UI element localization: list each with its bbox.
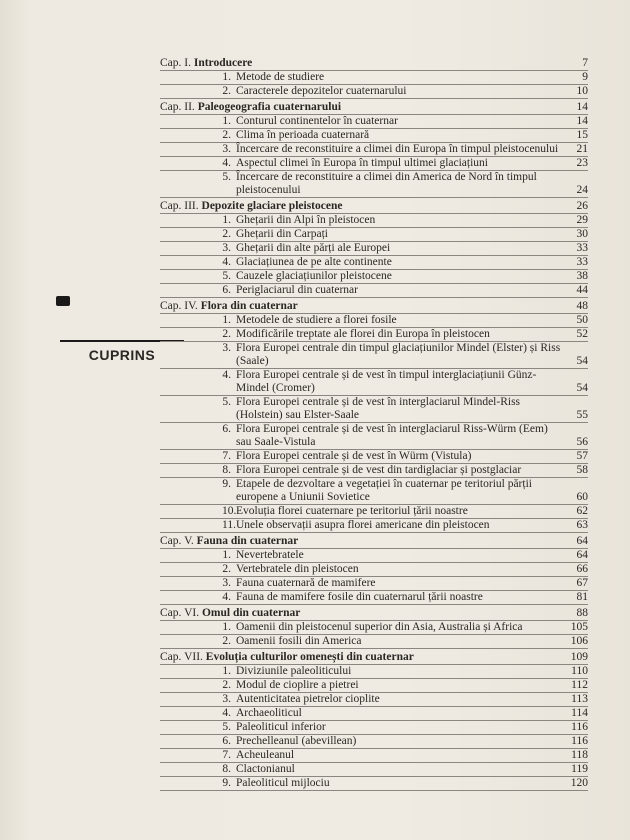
chapter-title: Evoluția culturilor omenești din cuaternar	[205, 651, 414, 663]
chapter-page-number: 109	[570, 651, 588, 663]
toc-entry	[160, 284, 588, 298]
entry-number: 2.	[222, 85, 231, 97]
entry-text: Periglaciarul din cuaternar	[236, 284, 358, 296]
toc-entry	[160, 171, 588, 198]
entry-text: Conturul continentelor în cuaternar	[236, 115, 398, 127]
entry-page-number: 110	[571, 665, 588, 677]
toc-entry	[160, 115, 588, 129]
toc-entry	[160, 693, 588, 707]
entry-number: 5.	[222, 171, 231, 183]
entry-page-number: 57	[576, 450, 588, 462]
entry-page-number: 10	[576, 85, 588, 97]
entry-page-number: 30	[576, 228, 588, 240]
chapter-row	[160, 300, 588, 314]
entry-text: Modificările treptate ale florei din Europa în pleistocen	[236, 328, 490, 340]
entry-page-number: 50	[576, 314, 588, 326]
entry-page-number: 15	[576, 129, 588, 141]
entry-page-number: 54	[576, 355, 588, 367]
toc-entry	[160, 85, 588, 99]
entry-number: 2.	[222, 129, 231, 141]
contents-heading: CUPRINS	[60, 340, 184, 363]
toc-entry	[160, 735, 588, 749]
toc-entry	[160, 71, 588, 85]
entry-text: Clactonianul	[236, 763, 295, 775]
punch-hole-mark	[56, 296, 70, 306]
entry-number: 2.	[222, 635, 231, 647]
entry-text: Nevertebratele	[236, 549, 304, 561]
entry-text: Fauna de mamifere fosile din cuaternarul țării noastre	[236, 591, 483, 603]
toc-entry	[160, 450, 588, 464]
entry-text: Flora Europei centrale și de vest în Würm (Vistula)	[236, 450, 472, 462]
entry-page-number: 44	[576, 284, 588, 296]
entry-page-number: 23	[576, 157, 588, 169]
toc-entry	[160, 464, 588, 478]
entry-text: Ghețarii din alte părți ale Europei	[236, 242, 391, 254]
entry-text: Flora Europei centrale și de vest în interglaciarul Mindel-Riss (Holstein) sau Elster-Saale	[236, 396, 521, 421]
entry-text: Evoluția florei cuaternare pe teritoriul țării noastre	[236, 505, 468, 517]
entry-page-number: 14	[576, 115, 588, 127]
chapter-label: Cap. III.	[160, 200, 199, 212]
chapter-page-number: 14	[576, 101, 588, 113]
entry-text: Flora Europei centrale din timpul glaciațiunilor Mindel (Elster) și Riss (Saale)	[236, 342, 561, 367]
entry-number: 3.	[222, 577, 231, 589]
entry-text: Metodele de studiere a florei fosile	[236, 314, 397, 326]
chapter-label: Cap. V.	[160, 535, 194, 547]
entry-page-number: 52	[576, 328, 588, 340]
entry-page-number: 119	[571, 763, 588, 775]
entry-number: 1.	[222, 621, 231, 633]
entry-number: 8.	[222, 464, 231, 476]
toc-entry	[160, 665, 588, 679]
entry-text: Paleoliticul inferior	[236, 721, 326, 733]
chapter-label: Cap. I.	[160, 57, 191, 69]
entry-text: Etapele de dezvoltare a vegetației în cuaternar pe teritoriul părții europene a Uniunii Sovietice	[236, 478, 532, 503]
toc-entry	[160, 621, 588, 635]
toc-entry	[160, 270, 588, 284]
toc-entry	[160, 157, 588, 171]
toc-entry	[160, 679, 588, 693]
entry-page-number: 21	[576, 143, 588, 155]
toc-entry	[160, 214, 588, 228]
entry-text: Vertebratele din pleistocen	[236, 563, 359, 575]
entry-number: 2.	[222, 328, 231, 340]
entry-text: Oamenii fosili din America	[236, 635, 362, 647]
toc-entry	[160, 228, 588, 242]
entry-page-number: 118	[571, 749, 588, 761]
toc-entry	[160, 478, 588, 505]
entry-page-number: 67	[576, 577, 588, 589]
entry-page-number: 58	[576, 464, 588, 476]
entry-page-number: 106	[570, 635, 588, 647]
entry-number: 6.	[222, 423, 231, 435]
entry-page-number: 60	[576, 491, 588, 503]
chapter-title: Omul din cuaternar	[201, 607, 301, 619]
entry-number: 2.	[222, 563, 231, 575]
toc-entry	[160, 423, 588, 450]
toc-entry	[160, 256, 588, 270]
entry-number: 1.	[222, 549, 231, 561]
entry-number: 9.	[222, 478, 231, 490]
toc-entry	[160, 777, 588, 791]
entry-page-number: 116	[571, 735, 588, 747]
entry-number: 2.	[222, 228, 231, 240]
chapter-page-number: 88	[576, 607, 588, 619]
chapter-label: Cap. VI.	[160, 607, 200, 619]
entry-number: 1.	[222, 71, 231, 83]
entry-page-number: 120	[570, 777, 588, 789]
entry-number: 1.	[222, 115, 231, 127]
entry-number: 5.	[222, 396, 231, 408]
entry-text: Încercare de reconstituire a climei din America de Nord în timpul pleistocenului	[236, 171, 537, 196]
toc-entry	[160, 749, 588, 763]
entry-number: 7.	[222, 450, 231, 462]
chapter-title: Depozite glaciare pleistocene	[201, 200, 343, 212]
toc-entry	[160, 505, 588, 519]
entry-number: 6.	[222, 735, 231, 747]
toc-entry	[160, 707, 588, 721]
entry-number: 5.	[222, 721, 231, 733]
chapter-row	[160, 200, 588, 214]
table-of-contents	[160, 57, 588, 791]
entry-text: Flora Europei centrale și de vest în timpul interglaciațiunii Günz-Mindel (Cromer)	[236, 369, 537, 394]
entry-text: Clima în perioada cuaternară	[236, 129, 370, 141]
entry-number: 10.	[222, 505, 237, 517]
toc-entry	[160, 242, 588, 256]
chapter-label: Cap. IV.	[160, 300, 198, 312]
entry-number: 3.	[222, 242, 231, 254]
entry-page-number: 66	[576, 563, 588, 575]
chapter-title: Fauna din cuaternar	[196, 535, 299, 547]
chapter-page-number: 48	[576, 300, 588, 312]
entry-number: 11.	[222, 519, 236, 531]
entry-number: 8.	[222, 763, 231, 775]
entry-page-number: 55	[576, 409, 588, 421]
toc-entry	[160, 763, 588, 777]
entry-page-number: 56	[576, 436, 588, 448]
chapter-label: Cap. II.	[160, 101, 195, 113]
entry-number: 2.	[222, 679, 231, 691]
entry-page-number: 114	[571, 707, 588, 719]
toc-entry	[160, 129, 588, 143]
toc-entry	[160, 635, 588, 649]
entry-text: Ghețarii din Carpați	[236, 228, 328, 240]
chapter-title: Flora din cuaternar	[200, 300, 298, 312]
toc-entry	[160, 369, 588, 396]
entry-text: Acheuleanul	[236, 749, 295, 761]
toc-entry	[160, 342, 588, 369]
entry-page-number: 29	[576, 214, 588, 226]
entry-text: Ghețarii din Alpi în pleistocen	[236, 214, 376, 226]
entry-page-number: 33	[576, 256, 588, 268]
entry-text: Paleoliticul mijlociu	[236, 777, 330, 789]
entry-text: Aspectul climei în Europa în timpul ultimei glaciațiuni	[236, 157, 488, 169]
entry-number: 3.	[222, 143, 231, 155]
entry-page-number: 112	[571, 679, 588, 691]
entry-number: 4.	[222, 369, 231, 381]
entry-number: 6.	[222, 284, 231, 296]
entry-text: Fauna cuaternară de mamifere	[236, 577, 376, 589]
entry-text: Cauzele glaciațiunilor pleistocene	[236, 270, 392, 282]
entry-number: 5.	[222, 270, 231, 282]
chapter-row	[160, 535, 588, 549]
entry-number: 4.	[222, 256, 231, 268]
entry-number: 1.	[222, 214, 231, 226]
chapter-label: Cap. VII.	[160, 651, 203, 663]
toc-entry	[160, 314, 588, 328]
entry-page-number: 113	[571, 693, 588, 705]
chapter-row	[160, 651, 588, 665]
entry-page-number: 81	[576, 591, 588, 603]
entry-text: Caracterele depozitelor cuaternarului	[236, 85, 407, 97]
toc-entry	[160, 328, 588, 342]
chapter-page-number: 64	[576, 535, 588, 547]
entry-page-number: 54	[576, 382, 588, 394]
entry-number: 4.	[222, 591, 231, 603]
toc-entry	[160, 721, 588, 735]
entry-text: Unele observații asupra florei americane din pleistocen	[236, 519, 490, 531]
toc-entry	[160, 563, 588, 577]
toc-entry	[160, 519, 588, 533]
toc-entry	[160, 396, 588, 423]
entry-page-number: 64	[576, 549, 588, 561]
entry-text: Archaeoliticul	[236, 707, 302, 719]
chapter-row	[160, 607, 588, 621]
entry-text: Încercare de reconstituire a climei din Europa în timpul pleistocenului	[236, 143, 559, 155]
entry-page-number: 62	[576, 505, 588, 517]
toc-entry	[160, 577, 588, 591]
entry-number: 4.	[222, 157, 231, 169]
entry-text: Autenticitatea pietrelor cioplite	[236, 693, 380, 705]
toc-entry	[160, 549, 588, 563]
entry-page-number: 9	[582, 71, 588, 83]
entry-text: Metode de studiere	[236, 71, 325, 83]
entry-page-number: 24	[576, 184, 588, 196]
entry-text: Oamenii din pleistocenul superior din Asia, Australia și Africa	[236, 621, 523, 633]
toc-entry	[160, 143, 588, 157]
entry-number: 3.	[222, 342, 231, 354]
entry-number: 1.	[222, 314, 231, 326]
entry-page-number: 38	[576, 270, 588, 282]
entry-page-number: 105	[570, 621, 588, 633]
entry-page-number: 63	[576, 519, 588, 531]
entry-number: 4.	[222, 707, 231, 719]
chapter-title: Paleogeografia cuaternarului	[197, 101, 342, 113]
chapter-page-number: 7	[582, 57, 588, 69]
entry-number: 1.	[222, 665, 231, 677]
entry-text: Modul de cioplire a pietrei	[236, 679, 359, 691]
toc-entry	[160, 591, 588, 605]
chapter-title: Introducere	[193, 57, 253, 69]
entry-number: 9.	[222, 777, 231, 789]
entry-text: Flora Europei centrale și de vest în interglaciarul Riss-Würm (Eem) sau Saale-Vistula	[236, 423, 548, 448]
entry-text: Flora Europei centrale și de vest din tardiglaciar și postglaciar	[236, 464, 522, 476]
entry-text: Prechelleanul (abevillean)	[236, 735, 357, 747]
chapter-page-number: 26	[576, 200, 588, 212]
entry-page-number: 33	[576, 242, 588, 254]
chapter-row	[160, 57, 588, 71]
entry-text: Glaciațiunea de pe alte continente	[236, 256, 392, 268]
entry-number: 7.	[222, 749, 231, 761]
entry-text: Diviziunile paleoliticului	[236, 665, 352, 677]
chapter-row	[160, 101, 588, 115]
entry-page-number: 116	[571, 721, 588, 733]
entry-number: 3.	[222, 693, 231, 705]
